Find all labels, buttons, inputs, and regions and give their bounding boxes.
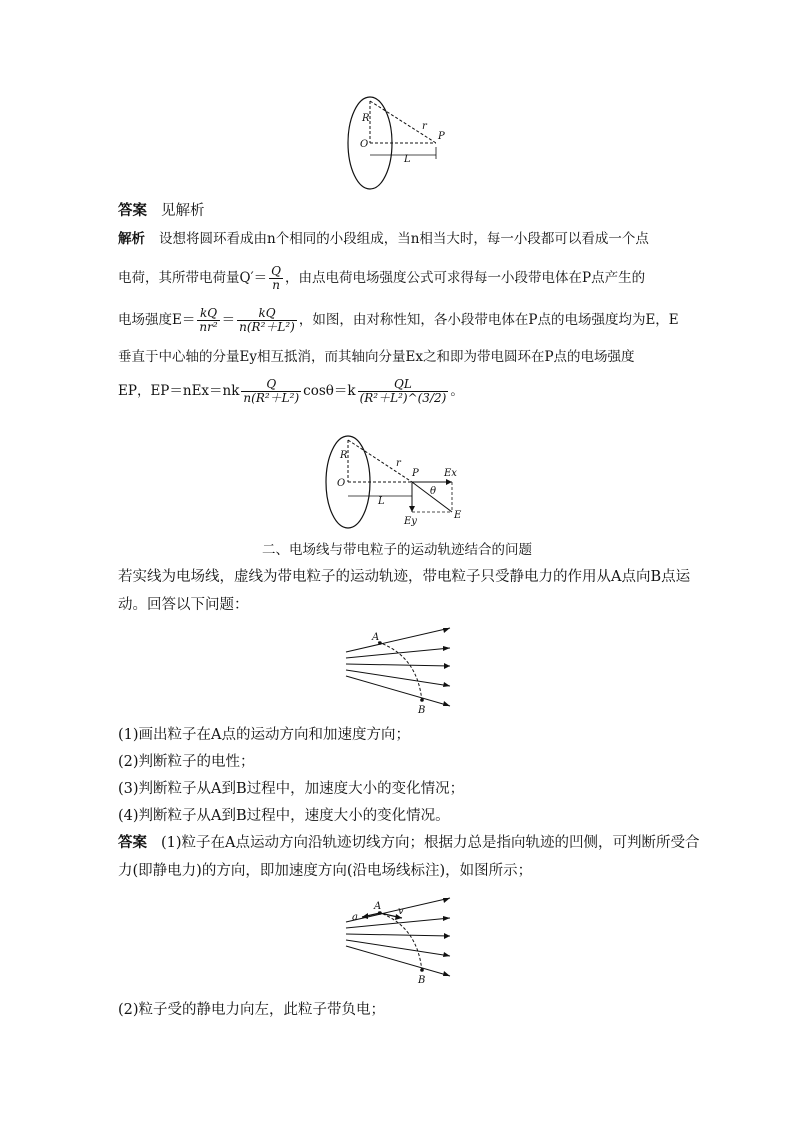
frac-den: nr²: [199, 320, 218, 334]
fig1-label-r: r: [422, 121, 427, 132]
answer2-line1-text: (1)粒子在A点运动方向沿轨迹切线方向；根据力总是指向轨迹的凹侧，可判断所受合: [161, 835, 700, 851]
answer1-line: [118, 201, 205, 221]
fig1-label-O: O: [360, 139, 369, 150]
frac-Q-nRL: [241, 378, 301, 405]
fig2-label-Ex: Ex: [444, 468, 457, 479]
fig3-label-B: B: [418, 705, 426, 716]
analysis-line2a: 电荷，其所带电荷量Q′＝: [118, 270, 268, 286]
analysis-line5c: 。: [450, 383, 464, 399]
answer2-label: 答案: [118, 834, 147, 851]
answer2-line-3: (2)粒子受的静电力向左，此粒子带负电；: [118, 1002, 386, 1018]
frac-den: n(R²＋L²): [239, 320, 295, 334]
question-3: (3)判断粒子从A到B过程中，加速度大小的变化情况；: [118, 781, 465, 797]
fig3-label-A: A: [372, 632, 380, 643]
frac-den: (R²＋L²)^(3/2): [359, 391, 447, 405]
analysis-line5b: cosθ＝k: [303, 383, 356, 399]
ring-figure-1: [340, 95, 460, 195]
frac-num: Q: [241, 378, 301, 392]
question-2: (2)判断粒子的电性；: [118, 754, 255, 770]
frac-QL-RL32: [358, 378, 449, 405]
field-lines-figure-3: [340, 620, 460, 716]
section-heading: 二、电场线与带电粒子的运动轨迹结合的问题: [262, 542, 532, 558]
frac-Q-over-n: [269, 265, 283, 292]
frac-num: kQ: [197, 307, 219, 321]
frac-den: n: [272, 278, 280, 292]
field-lines-figure-4: [340, 890, 460, 986]
analysis-line2b: ，由点电荷电场强度公式可求得每一小段带电体在P点产生的: [284, 270, 646, 286]
answer1-label: 答案: [118, 202, 147, 219]
analysis-label: 解析: [118, 231, 145, 247]
fig2-label-theta: θ: [430, 486, 437, 497]
fig2-label-L: L: [378, 496, 385, 507]
fig4-label-B: B: [418, 975, 426, 986]
ring-figure-2: [318, 434, 478, 534]
question-1: (1)画出粒子在A点的运动方向和加速度方向；: [118, 727, 411, 743]
fig2-label-P: P: [412, 468, 419, 479]
problem-line-1: 若实线为电场线，虚线为带电粒子的运动轨迹，带电粒子只受静电力的作用从A点向B点运: [118, 569, 691, 585]
frac-kQ-nRL: [237, 307, 297, 334]
fig2-label-R: R: [340, 450, 348, 461]
fig1-label-L: L: [404, 154, 411, 165]
answer2-line-1: [118, 833, 700, 853]
frac-num: QL: [358, 378, 449, 392]
fig2-label-E: E: [454, 510, 462, 521]
question-4: (4)判断粒子从A到B过程中，速度大小的变化情况。: [118, 808, 450, 824]
answer1-text: 见解析: [161, 203, 205, 219]
fig2-label-r: r: [396, 458, 401, 469]
analysis-line3a: 电场强度E＝: [118, 312, 196, 328]
fig4-label-v: v: [398, 906, 404, 917]
fig4-label-a: a: [352, 912, 358, 923]
problem-line-2: 动。回答以下问题：: [118, 597, 249, 613]
analysis-line-2: [118, 265, 645, 292]
analysis-line-5: [118, 378, 464, 405]
fig2-label-Ey: Ey: [404, 516, 417, 527]
analysis-line-4: [118, 347, 635, 367]
analysis-line-3: [118, 307, 679, 334]
analysis-line1-text: 设想将圆环看成由n个相同的小段组成，当n相当大时，每一小段都可以看成一个点: [159, 231, 649, 247]
frac-num: Q: [271, 264, 281, 278]
analysis-line3-eq: ＝: [221, 312, 236, 328]
analysis-line4-text: 垂直于中心轴的分量Ey相互抵消，而其轴向分量Ex之和即为带电圆环在P点的电场强度: [118, 349, 635, 365]
fig4-label-A: A: [374, 901, 382, 912]
analysis-line3b: ，如图，由对称性知，各小段带电体在P点的电场强度均为E，E: [298, 312, 679, 328]
frac-kQ-nr2: [197, 307, 219, 334]
fig2-label-O: O: [337, 478, 346, 489]
frac-den: n(R²＋L²): [243, 391, 300, 405]
frac-num: kQ: [237, 307, 297, 321]
answer2-line-2: 力(即静电力)的方向，即加速度方向(沿电场线标注)，如图所示；: [118, 863, 533, 879]
analysis-line5a: EP，EP＝nEx＝nk: [118, 383, 240, 399]
fig1-label-P: P: [438, 131, 445, 142]
analysis-line-1: [118, 229, 649, 249]
fig1-label-R: R: [362, 113, 370, 124]
